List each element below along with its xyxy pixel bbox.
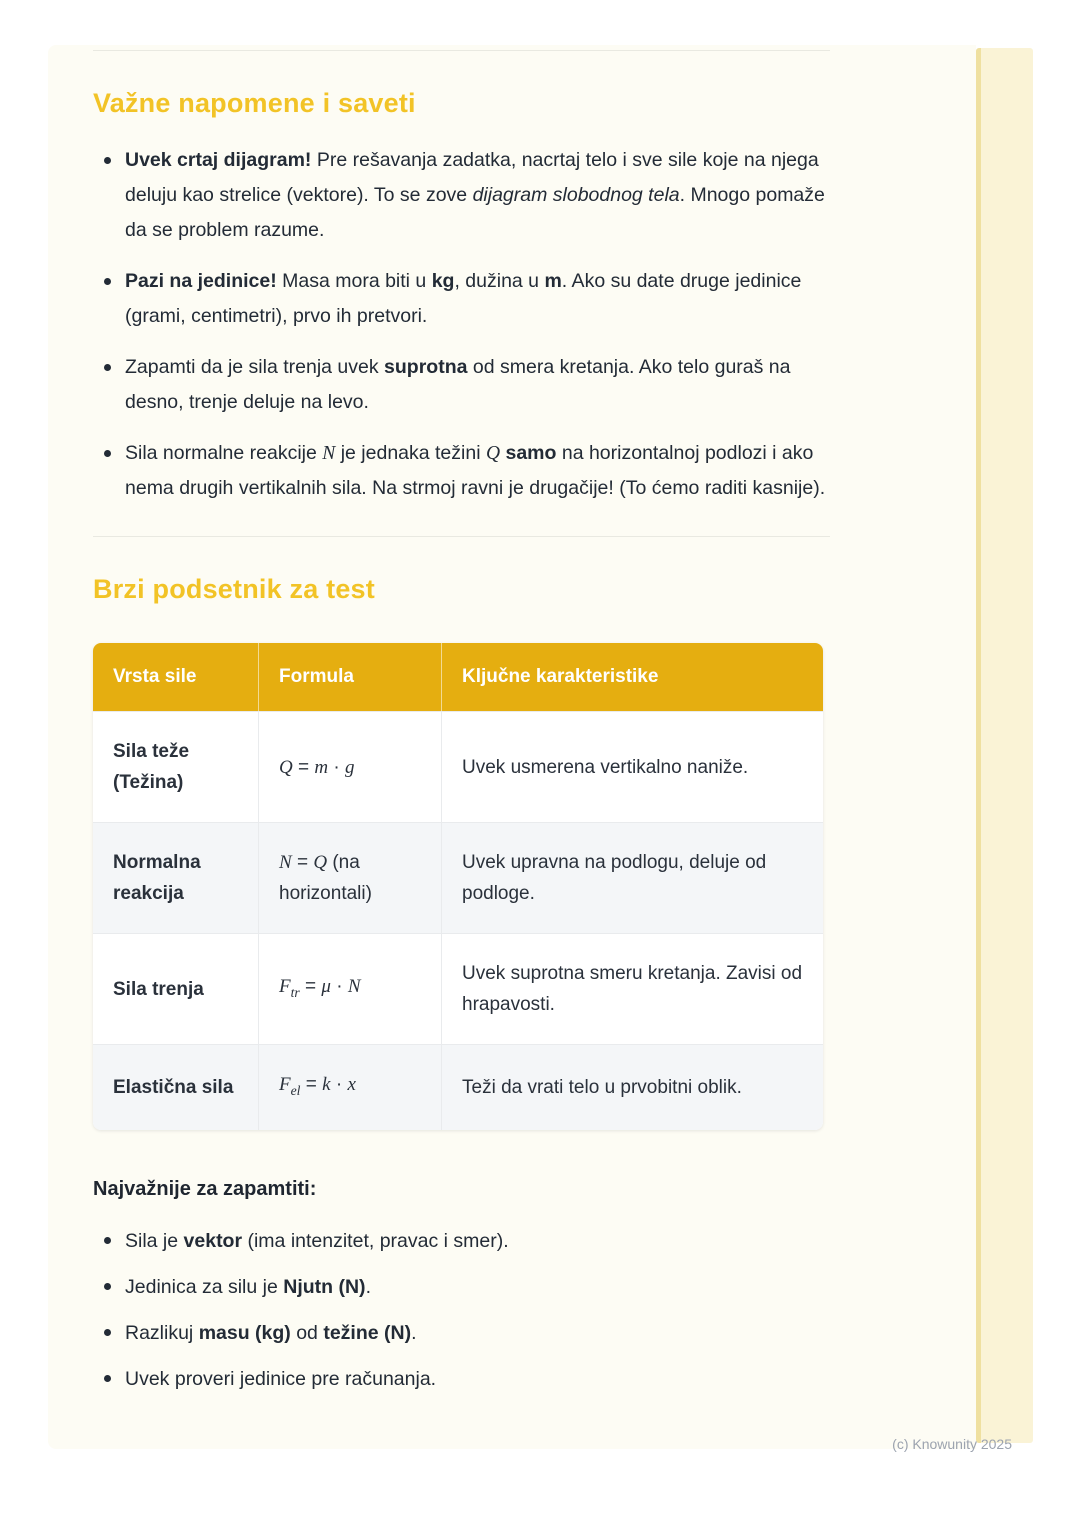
watermark: (c) Knowunity 2025 <box>892 1436 1012 1452</box>
table-header-cell: Formula <box>258 643 441 711</box>
summary-list <box>93 1227 830 1393</box>
formula-cell: N = Q (na horizontali) <box>258 822 441 933</box>
table-row <box>93 711 823 822</box>
description-cell: Uvek upravna na podlogu, deluje od podloge. <box>441 822 823 933</box>
list-item: Pazi na jedinice! Masa mora biti u kg, dužina u m. Ako su date druge jedinice (grami, centimetri), prvo ih pretvori. <box>93 264 830 334</box>
formula-cell: $F_{el} = k \cdot x$ <box>258 1044 441 1130</box>
list-item: Uvek proveri jedinice pre računanja. <box>93 1365 830 1393</box>
notes-list <box>93 143 830 506</box>
force-type-cell: Sila trenja <box>93 933 258 1044</box>
paper-page <box>48 45 976 1449</box>
list-item: Zapamti da je sila trenja uvek suprotna od smera kretanja. Ako telo guraš na desno, trenje deluje na levo. <box>93 350 830 420</box>
table-header-cell: Ključne karakteristike <box>441 643 823 711</box>
list-item: Razlikuj masu (kg) od težine (N). <box>93 1319 830 1347</box>
list-item: Jedinica za silu je Njutn (N). <box>93 1273 830 1301</box>
table-row <box>93 1044 823 1130</box>
highlight-stripe <box>976 48 1033 1443</box>
description-cell: Teži da vrati telo u prvobitni oblik. <box>441 1044 823 1130</box>
formula-cell: $F_{tr} = \mu \cdot N$ <box>258 933 441 1044</box>
section-divider-middle <box>93 536 830 537</box>
description-cell: Uvek usmerena vertikalno naniže. <box>441 711 823 822</box>
table-row <box>93 822 823 933</box>
list-item: Uvek crtaj dijagram! Pre rešavanja zadatka, nacrtaj telo i sve sile koje na njega deluju kao strelice (vektore). To se zove dijagram slobodnog tela. Mnogo pomaže da se problem razume. <box>93 143 830 248</box>
table-row <box>93 933 823 1044</box>
summary-heading: Najvažnije za zapamtiti: <box>93 1177 317 1200</box>
force-type-cell: Elastična sila <box>93 1044 258 1130</box>
section-divider-top <box>93 50 830 51</box>
description-cell: Uvek suprotna smeru kretanja. Zavisi od hrapavosti. <box>441 933 823 1044</box>
table-header-row <box>93 643 823 711</box>
reminder-heading: Brzi podsetnik za test <box>93 574 375 604</box>
force-type-cell: Sila teže (Težina) <box>93 711 258 822</box>
force-type-cell: Normalna reakcija <box>93 822 258 933</box>
forces-summary-table <box>93 643 823 1130</box>
notes-heading: Važne napomene i saveti <box>93 88 416 118</box>
list-item: Sila je vektor (ima intenzitet, pravac i smer). <box>93 1227 830 1255</box>
formula-cell: Q = m · g <box>258 711 441 822</box>
table-header-cell: Vrsta sile <box>93 643 258 711</box>
page-content <box>93 45 830 1411</box>
list-item: Sila normalne reakcije N je jednaka težini Q samo na horizontalnoj podlozi i ako nema drugih vertikalnih sila. Na strmoj ravni je drugačije! (To ćemo raditi kasnije). <box>93 436 830 506</box>
